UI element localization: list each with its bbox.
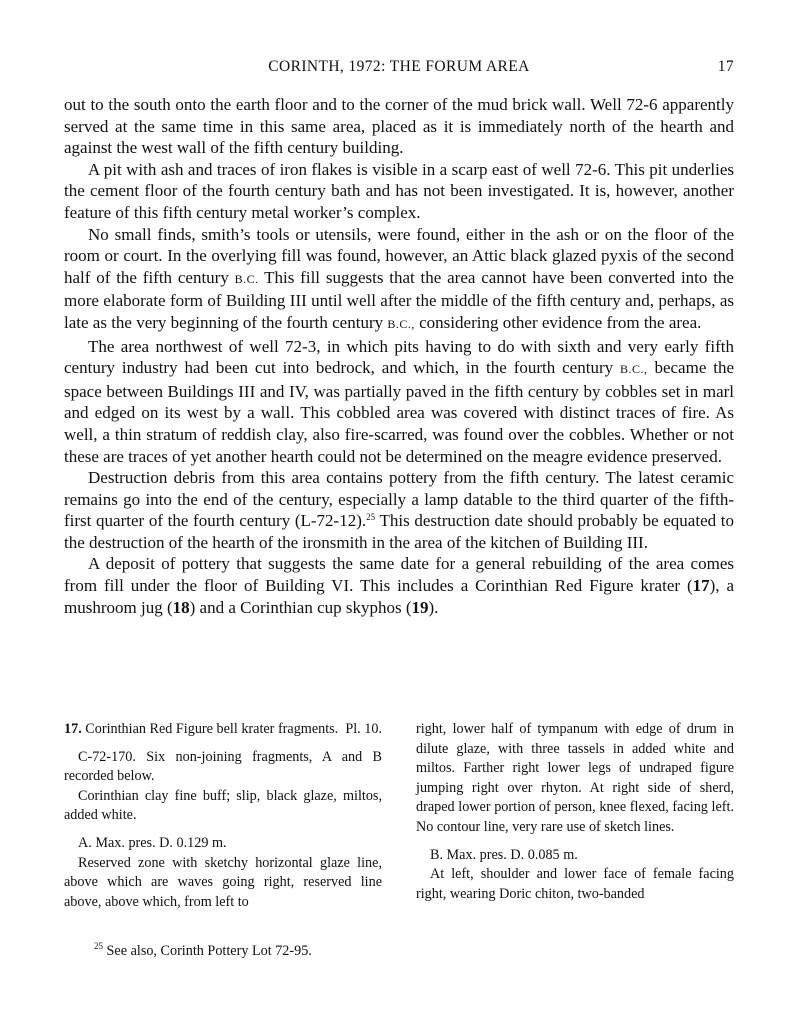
footnote-marker: 25 — [94, 941, 103, 951]
paragraph-6-text-c: ) and a Corinthian cup skyphos ( — [189, 597, 412, 617]
catalogue-ref-18[interactable]: 18 — [172, 597, 190, 617]
bc-abbrev: B.C. — [234, 271, 259, 286]
inventory-line: C-72-170. Six non-joining fragments, A and B recorded below. — [64, 748, 382, 785]
bc-abbrev: B.C., — [620, 362, 648, 377]
paragraph-3 — [64, 224, 734, 336]
footnote-text: See also, Corinth Pottery Lot 72-95. — [106, 943, 312, 959]
paragraph-6 — [64, 553, 734, 618]
fragment-a-description-cont: right, lower half of tympanum with edge of drum in dilute glaze, with three tassels in added white and miltos. Farther right lower legs of undraped figure jumping right over rhyton. At right side of sherd, draped lower portion of person, knee flexed, facing left. No contour line, very rare use of sketch lines. — [416, 721, 734, 835]
catalogue-entry-number: 17. — [64, 721, 82, 737]
paragraph-3-text-a: No small finds, smith’s tools or utensils, were found, either in the ash or on the floor of the room or court. In the overlying fill was found, however, an Attic black glazed pyxis of the second half of the fifth century — [64, 224, 734, 287]
paragraph-6-text-d: ). — [428, 597, 439, 617]
catalogue-ref-19[interactable]: 19 — [411, 597, 429, 617]
page-number: 17 — [717, 58, 734, 75]
running-title: CORINTH, 1972: THE FORUM AREA — [268, 58, 530, 75]
paragraph-6-text-b: ), a mushroom jug ( — [64, 576, 734, 617]
footnote-reference[interactable]: 25 — [366, 512, 376, 523]
fragment-a-label: A. Max. pres. D. 0.129 m. — [78, 834, 227, 851]
main-text — [64, 94, 734, 618]
fragment-b-label: B. Max. pres. D. 0.085 m. — [430, 846, 578, 863]
bc-abbrev: B.C., — [387, 316, 415, 331]
catalogue-entry-title: Corinthian Red Figure bell krater fragments. — [85, 721, 339, 737]
fragment-b-description: At left, shoulder and lower face of female facing right, wearing Doric chiton, two-banded — [416, 866, 734, 902]
paragraph-5-text-a: Destruction debris from this area contains pottery from the fifth century. The latest ceramic remains go into the end of the century, especially a lamp datable to the third quarter of the fifth-first quarter of the fourth century (L-72-12). — [64, 468, 734, 531]
paragraph-1: out to the south onto the earth floor and to the corner of the mud brick wall. Well 72-6 apparently served at the same time in this same area, placed as it is immediately north of the hearth and against the west wall of the fifth century building. — [64, 95, 734, 158]
paragraph-6-text-a: A deposit of pottery that suggests the same date for a general rebuilding of the area comes from fill under the floor of Building VI. This includes a Corinthian Red Figure krater ( — [64, 554, 734, 596]
plate-reference[interactable]: Pl. 10. — [345, 721, 382, 737]
fabric-description: Corinthian clay fine buff; slip, black glaze, miltos, added white. — [64, 787, 382, 824]
paragraph-4 — [64, 336, 734, 468]
catalogue-entry-heading — [64, 720, 382, 740]
catalogue-column-right — [416, 720, 734, 904]
paragraph-3-text-c: considering other evidence from the area. — [419, 312, 702, 332]
paragraph-5-text-b: This destruction date should probably be equated to the destruction of the hearth of the ironsmith in the area of the kitchen of Building III. — [64, 511, 734, 552]
paragraph-3-text-b: This fill suggests that the area cannot have been converted into the more elaborate form of Building III until well after the middle of the fifth century and, perhaps, as late as the very beginning of the fourth century — [64, 267, 734, 332]
paragraph-5 — [64, 467, 734, 553]
running-header — [64, 58, 734, 82]
footnote — [64, 941, 734, 961]
paragraph-4-text-b: became the space between Buildings III and IV, was partially paved in the fifth century by cobbles set in marl and edged on its west by a wall. This cobbled area was covered with distinct traces of fire. As well, a thin stratum of reddish clay, also fire-scarred, was found over the cobbles. Whether or not these are traces of yet another hearth could not be determined on the meagre evidence preserved. — [64, 358, 735, 466]
catalogue-ref-17[interactable]: 17 — [692, 576, 710, 596]
fragment-a-description-start: Reserved zone with sketchy horizontal glaze line, above which are waves going right, reserved line above, above which, from left to — [64, 854, 382, 910]
paragraph-4-text-a: The area northwest of well 72-3, in which pits having to do with sixth and very early fifth century industry had been cut into bedrock, and which, in the fourth century — [64, 336, 734, 378]
catalogue-column-left — [64, 720, 382, 912]
paragraph-2: A pit with ash and traces of iron flakes is visible in a scarp east of well 72-6. This pit underlies the cement floor of the fourth century bath and has not been investigated. It is, however, another feature of this fifth century metal worker’s complex. — [64, 159, 734, 222]
